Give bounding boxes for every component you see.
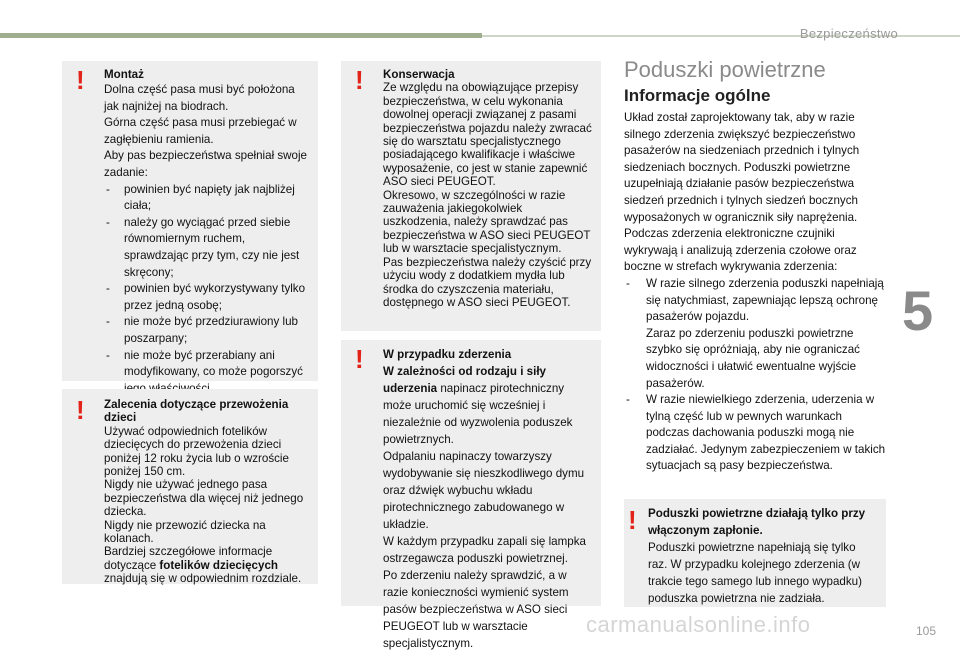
zalecenia-text-4-bold: fotelików dziecięcych	[159, 558, 278, 572]
zalecenia-text-3: Nigdy nie przewozić dziecka na kolanach.	[104, 518, 266, 546]
warning-icon: !	[76, 65, 85, 95]
zalecenia-text-2: Nigdy nie używać jednego pasa bezpieczeństwa dla więcej niż jednego dziecka.	[104, 478, 304, 519]
montaz-line-1: Dolna część pasa musi być położona jak najniżej na biodrach.	[104, 83, 295, 113]
poduszki-item-1: W razie silnego zderzenia poduszki napełniają się natychmiast, zapewniając lepszą ochronę pasażerów pojazdu.	[646, 276, 884, 324]
montaz-heading: Montaż	[104, 68, 144, 81]
section-title: Poduszki powietrzne	[624, 57, 826, 82]
zaplon-text: Poduszki powietrzne napełniają się tylko raz. W przypadku kolejnego zderzenia (w trakcie tego samego lub innego wypadku) poduszka powietrzna nie zadziała.	[648, 541, 862, 605]
list-item: - nie może być przedziurawiony lub poszarpany;	[104, 314, 310, 347]
zderzenie-warning-box	[341, 340, 601, 650]
page-number: 105	[916, 624, 937, 638]
zderzenie-text-3: W każdym przypadku zapali się lampka ostrzegawcza poduszki powietrznej.	[383, 535, 586, 565]
zaplon-warning-box	[624, 499, 886, 607]
sub-title: Informacje ogólne	[624, 86, 771, 105]
montaz-list	[104, 182, 310, 398]
montaz-warning-box	[62, 61, 318, 381]
warning-icon: !	[628, 505, 637, 535]
poduszki-text-2: Podczas zderzenia elektroniczne czujniki wykrywają i analizują zderzenia czołowe oraz boczne w strefach wykrywania zderzenia:	[624, 227, 857, 274]
warning-icon: !	[355, 65, 364, 95]
zalecenia-warning-box	[62, 389, 318, 584]
watermark: carmanualsonline.info	[586, 612, 811, 637]
page-header-title: Bezpieczeństwo	[799, 26, 898, 41]
zalecenia-text-4-pre: Bardziej szczegółowe informacje dotyczące	[104, 545, 273, 572]
zderzenie-heading-1: W przypadku zderzenia	[383, 348, 512, 361]
poduszki-body	[624, 110, 886, 475]
list-item: - nie może być przerabiany ani modyfikowany, co może pogorszyć	[104, 348, 310, 398]
montaz-line-3: Aby pas bezpieczeństwa spełniał swoje zadanie:	[104, 149, 308, 179]
konserwacja-text-1: Ze względu na obowiązujące przepisy bezpieczeństwa, w celu wykonania dowolnej operacji związanej z pasami bezpieczeństwa pojazdu należy zwracać się do warsztatu specjalistycznego posiadającego kwalifikacje i właściwe wyposażenie, co jest w stanie zapewnić ASO sieci PEUGEOT.	[383, 81, 592, 189]
poduszki-list	[624, 276, 886, 475]
konserwacja-text-2: Okresowo, w szczególności w razie zauważenia jakiegokolwiek uszkodzenia, należy sprawdzać pas bezpieczeństwa w ASO sieci PEUGEOT lub w warsztacie specjalistycznym.	[383, 188, 591, 256]
zderzenie-heading-2: W zależności od rodzaju i siły uderzenia	[383, 365, 546, 395]
zderzenie-text-1-post: napinacz pirotechniczny może uruchomić się wcześniej i niezależnie od wyzwolenia poduszek powietrznych.	[383, 382, 573, 446]
list-item: - powinien być wykorzystywany tylko przez jedną osobę;	[104, 281, 310, 314]
poduszki-item-1b: Zaraz po zderzeniu poduszki powietrzne szybko się opróżniają, aby nie ograniczać widoczności i ułatwić ewentualne wyjście pasażerów.	[646, 326, 860, 390]
zderzenie-text-2: Odpalaniu napinaczy towarzyszy wydobywanie się nieszkodliwego dymu oraz dźwięk wybuchu wkładu pirotechnicznego zabudowanego w układzie.	[383, 450, 585, 531]
list-item: - W razie niewielkiego zderzenia, uderzenia w tylną część lub w pewnych warunkach podczas dachowania poduszki mogą nie zadziałać. Jedynym zabezpieczeniem w takich sytuacjach są pasy bezpieczeństwa.	[624, 392, 886, 475]
zalecenia-text-1: Używać odpowiednich fotelików dziecięcych do przewożenia dzieci poniżej 12 roku życia lub o wzroście poniżej 150 cm.	[104, 424, 289, 479]
warning-icon: !	[76, 395, 85, 425]
header-accent-bar	[0, 33, 482, 38]
list-item: - należy go wyciągać przed siebie równomiernym ruchem, sprawdzając przy tym, czy nie jest skręcony;	[104, 215, 310, 281]
zderzenie-text-1	[383, 363, 593, 448]
konserwacja-warning-box	[341, 61, 601, 331]
konserwacja-heading: Konserwacja	[383, 68, 455, 81]
warning-icon: !	[355, 344, 364, 374]
montaz-line-2: Górna część pasa musi przebiegać w zagłębieniu ramienia.	[104, 116, 297, 146]
zalecenia-text-4-post: znajdują się w odpowiednim rozdziale.	[104, 572, 302, 586]
zalecenia-text-4	[104, 545, 310, 585]
zderzenie-text-4: Po zderzeniu należy sprawdzić, a w razie konieczności wymienić system pasów bezpieczeństwa w ASO sieci PEUGEOT lub w warsztacie specjalistycznym.	[383, 569, 569, 650]
zalecenia-heading: Zalecenia dotyczące przewożenia dzieci	[104, 398, 289, 425]
konserwacja-text-3: Pas bezpieczeństwa należy czyścić przy użyciu wody z dodatkiem mydła lub środka do czyszczenia materiału, dostępnego w ASO sieci PEUGEOT.	[383, 255, 592, 309]
zaplon-heading: Poduszki powietrzne działają tylko przy włączonym zapłonie.	[648, 507, 866, 537]
list-item	[624, 276, 886, 392]
chapter-number: 5	[902, 279, 934, 342]
list-item: - powinien być napięty jak najbliżej ciała;	[104, 182, 310, 215]
poduszki-text-1: Układ został zaprojektowany tak, aby w razie silnego zderzenia zwiększyć bezpieczeństwo pasażerów na siedzeniach przednich i tylnych siedzeniach bocznych. Poduszki powietrzne uzupełniają działanie pasów bezpieczeństwa siedzeń przednich i tylnych siedzeń bocznych wyposażonych w ogranicznik siły naprężenia.	[624, 111, 860, 224]
